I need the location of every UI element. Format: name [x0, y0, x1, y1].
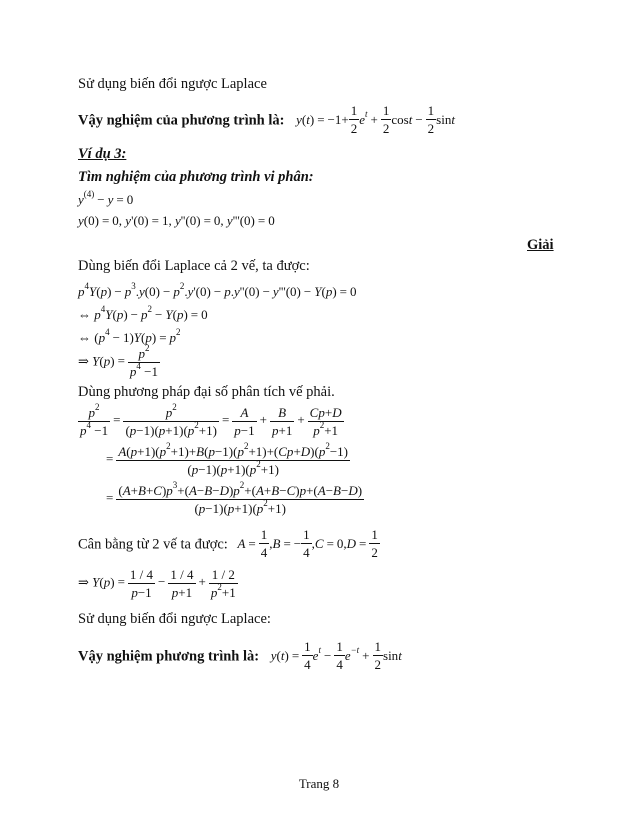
formula-laplace-2: ⇔ $p^4Y(p) - p^2 - Y(p) = 0$: [78, 304, 208, 322]
example-heading: Ví dụ 3:: [78, 146, 127, 162]
solution-heading: Giải: [527, 237, 554, 253]
text-inverse-laplace-1: Sử dụng biến đổi ngược Laplace: [78, 76, 267, 92]
formula-partial-1: $\frac{p^2}{p^4 -1}$ = $\frac{p^2}{(p-1)(p+1)(p^2+1)}$ = $\frac{A}{p-1}$ + $\frac{B}{p+1}$ + $\frac{Cp+D}{p^2+1}$: [80, 402, 342, 438]
coefficient-line: [78, 527, 380, 561]
formula-laplace-1: $p^4Y(p) - p^3.y(0) - p^2.y'(0) - p.y''(0) - y'''(0) - Y(p) = 0$: [78, 281, 357, 299]
formula-solution-2: y(t) = $\frac{1}{4}$ $e^t$ − $\frac{1}{4}$ $e^{-t}$ + $\frac{1}{2}$ sint: [270, 639, 402, 672]
formula-Y-decomposed: ⇒ Y(p) = $\frac{1 / 4}{p-1}$ − $\frac{1 / 4}{p+1}$ + $\frac{1 / 2}{p^2+1}$: [78, 567, 236, 600]
solution-line-2: [78, 639, 402, 673]
solution-label-1: Vậy nghiệm của phương trình là:: [78, 112, 285, 129]
text-partial-fraction: Dùng phương pháp đại số phân tích vế phải.: [78, 384, 335, 400]
text-laplace-both: Dùng biến đổi Laplace cả 2 vế, ta được:: [78, 258, 310, 274]
text-balance: Cân bằng từ 2 vế ta được:: [78, 536, 228, 553]
formula-solution-1: y(t) = −1+ $\frac{1}{2}$ $e^t$ + $\frac{1}{2}$ cost − $\frac{1}{2}$ sint: [296, 103, 455, 136]
formula-laplace-3: ⇔ $(p^4 - 1)Y(p) = p^2$: [78, 327, 181, 345]
text-inverse-laplace-2: Sử dụng biến đổi ngược Laplace:: [78, 611, 271, 627]
solution-line-1: [78, 103, 455, 137]
formula-partial-2: = $\frac{A(p+1)(p^2+1)+B(p-1)(p^2+1)+(Cp+D)(p^2-1)}{(p-1)(p+1)(p^2+1)}$: [106, 441, 349, 477]
formula-coefficients: A = $\frac{1}{4}$ ,B = − $\frac{1}{4}$ ,C = 0,D = $\frac{1}{2}$: [237, 527, 378, 560]
formula-partial-3: = $\frac{(A+B+C)p^3+(A-B-D)p^2+(A+B-C)p+(A-B-D)}{(p-1)(p+1)(p^2+1)}$: [106, 480, 363, 516]
formula-laplace-4: ⇒ Y(p) = $\frac{p^2}{p^4 -1}$: [78, 343, 159, 379]
page-footer: Trang 8: [298, 776, 340, 791]
task-text: Tìm nghiệm của phương trình vi phân:: [78, 169, 314, 185]
solution-label-2: Vậy nghiệm phương trình là:: [78, 648, 260, 665]
formula-initial-conditions: y(0) = 0, y'(0) = 1, y''(0) = 0, y'''(0) = 0: [78, 213, 275, 228]
formula-ode: $y^{(4)} - y = 0$: [78, 189, 134, 207]
